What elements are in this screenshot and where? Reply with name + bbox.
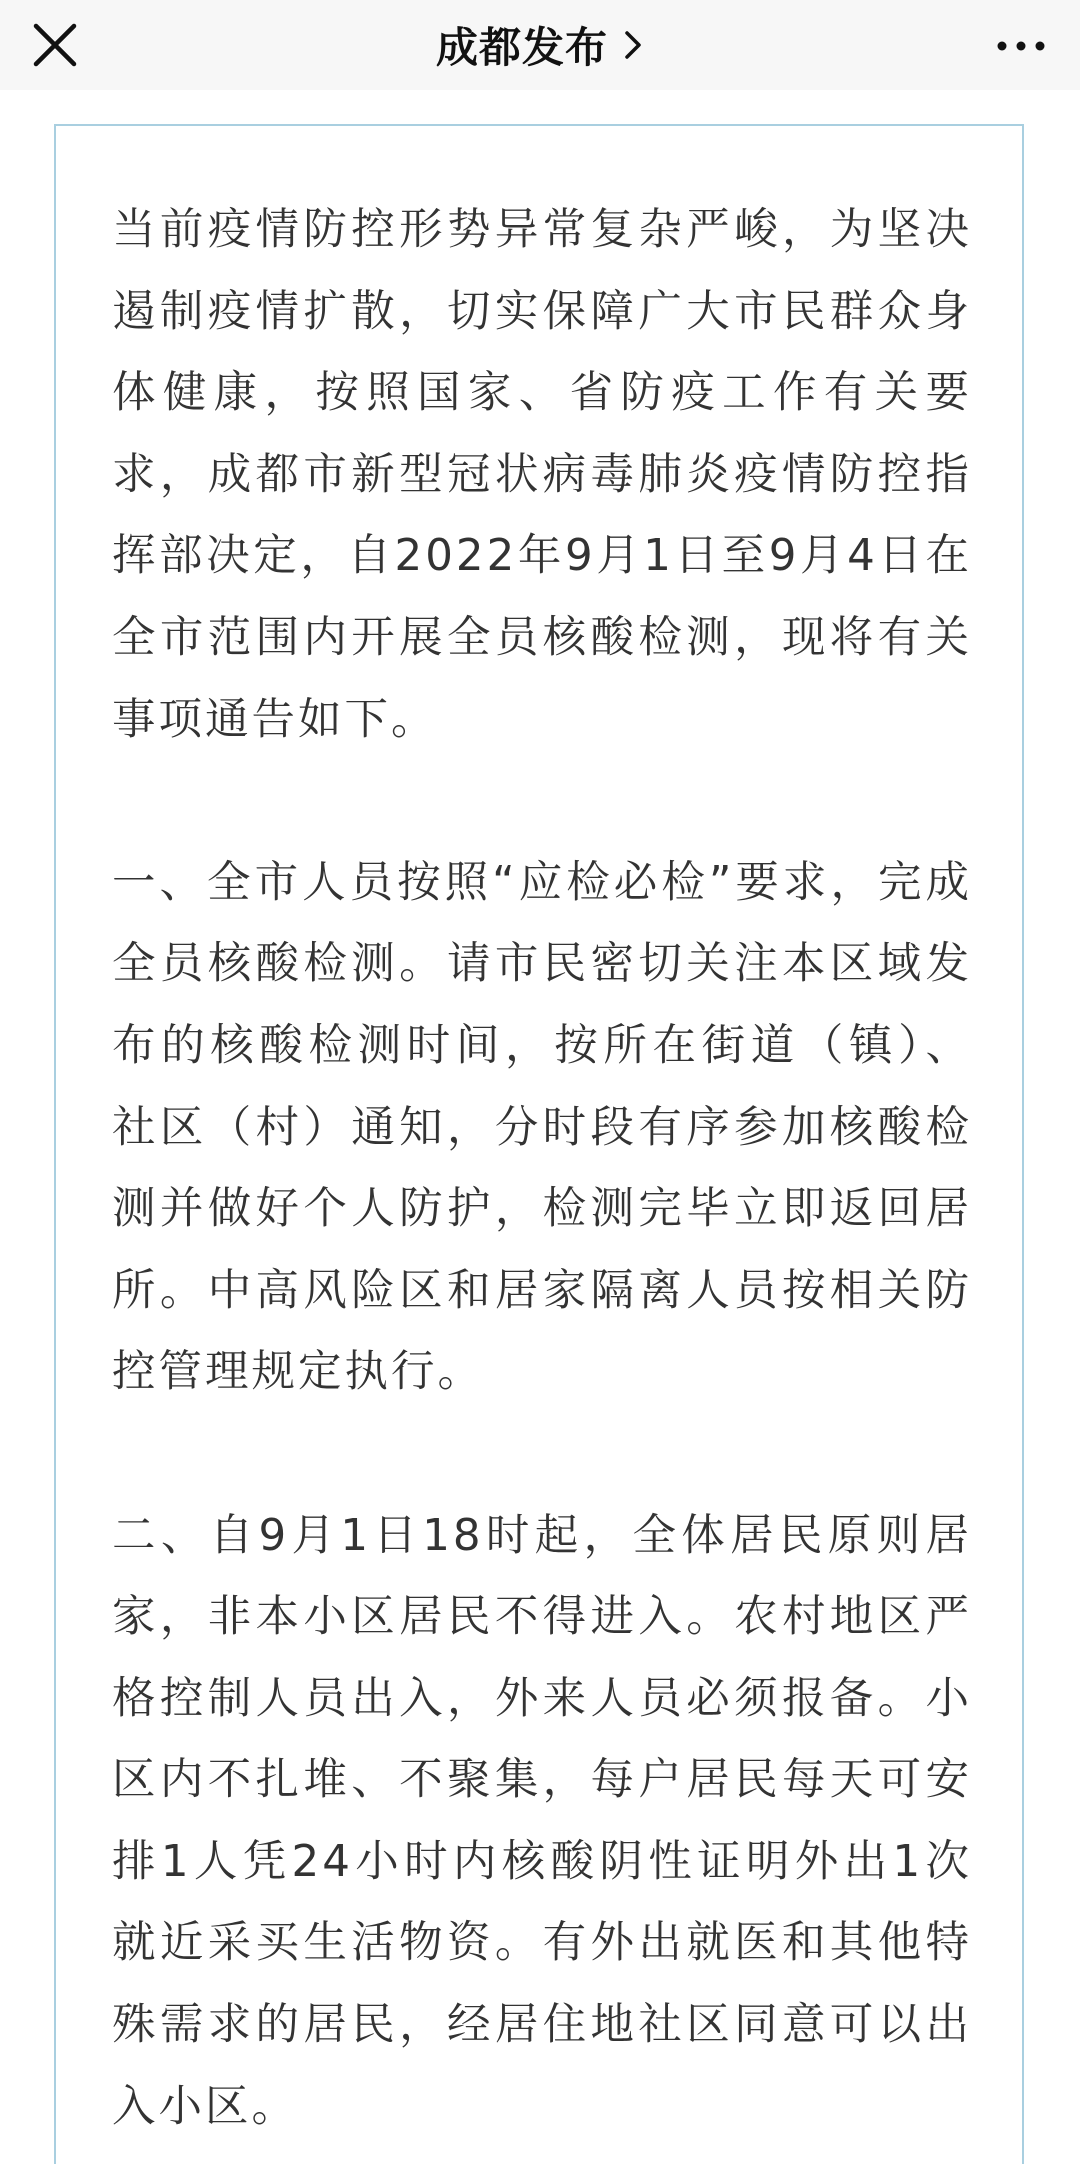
article-paragraph-1: 一、全市人员按照“应检必检”要求，完成全员核酸检测。请市民密切关注本区域发布的核酸检测时间，按所在街道（镇）、社区（村）通知，分时段有序参加核酸检测并做好个人防护，检测完毕立即返回居所。中高风险区和居家隔离人员按相关防控管理规定执行。 (112, 857, 972, 1398)
account-title-link[interactable] (0, 0, 1080, 90)
paragraph-spacer (112, 1414, 972, 1496)
chevron-right-icon (622, 27, 644, 63)
article-paragraph-intro: 当前疫情防控形势异常复杂严峻，为坚决遏制疫情扩散，切实保障广大市民群众身体健康，按照国家、省防疫工作有关要求，成都市新型冠状病毒肺炎疫情防控指挥部决定，自2022年9月1日至9月4日在全市范围内开展全员核酸检测，现将有关事项通告如下。 (112, 205, 972, 745)
more-options-button[interactable] (992, 26, 1050, 66)
paragraph-spacer (112, 761, 972, 843)
article-body (112, 190, 972, 2148)
top-navigation-bar (0, 0, 1080, 90)
account-title: 成都发布 (435, 23, 608, 72)
more-dots-icon (992, 26, 1050, 66)
article-paragraph-2: 二、自9月1日18时起，全体居民原则居家，非本小区居民不得进入。农村地区严格控制人员出入，外来人员必须报备。小区内不扎堆、不聚集，每户居民每天可安排1人凭24小时内核酸阴性证明外出1次就近采买生活物资。有外出就医和其他特殊需求的居民，经居住地社区同意可以出入小区。 (112, 1510, 972, 2132)
